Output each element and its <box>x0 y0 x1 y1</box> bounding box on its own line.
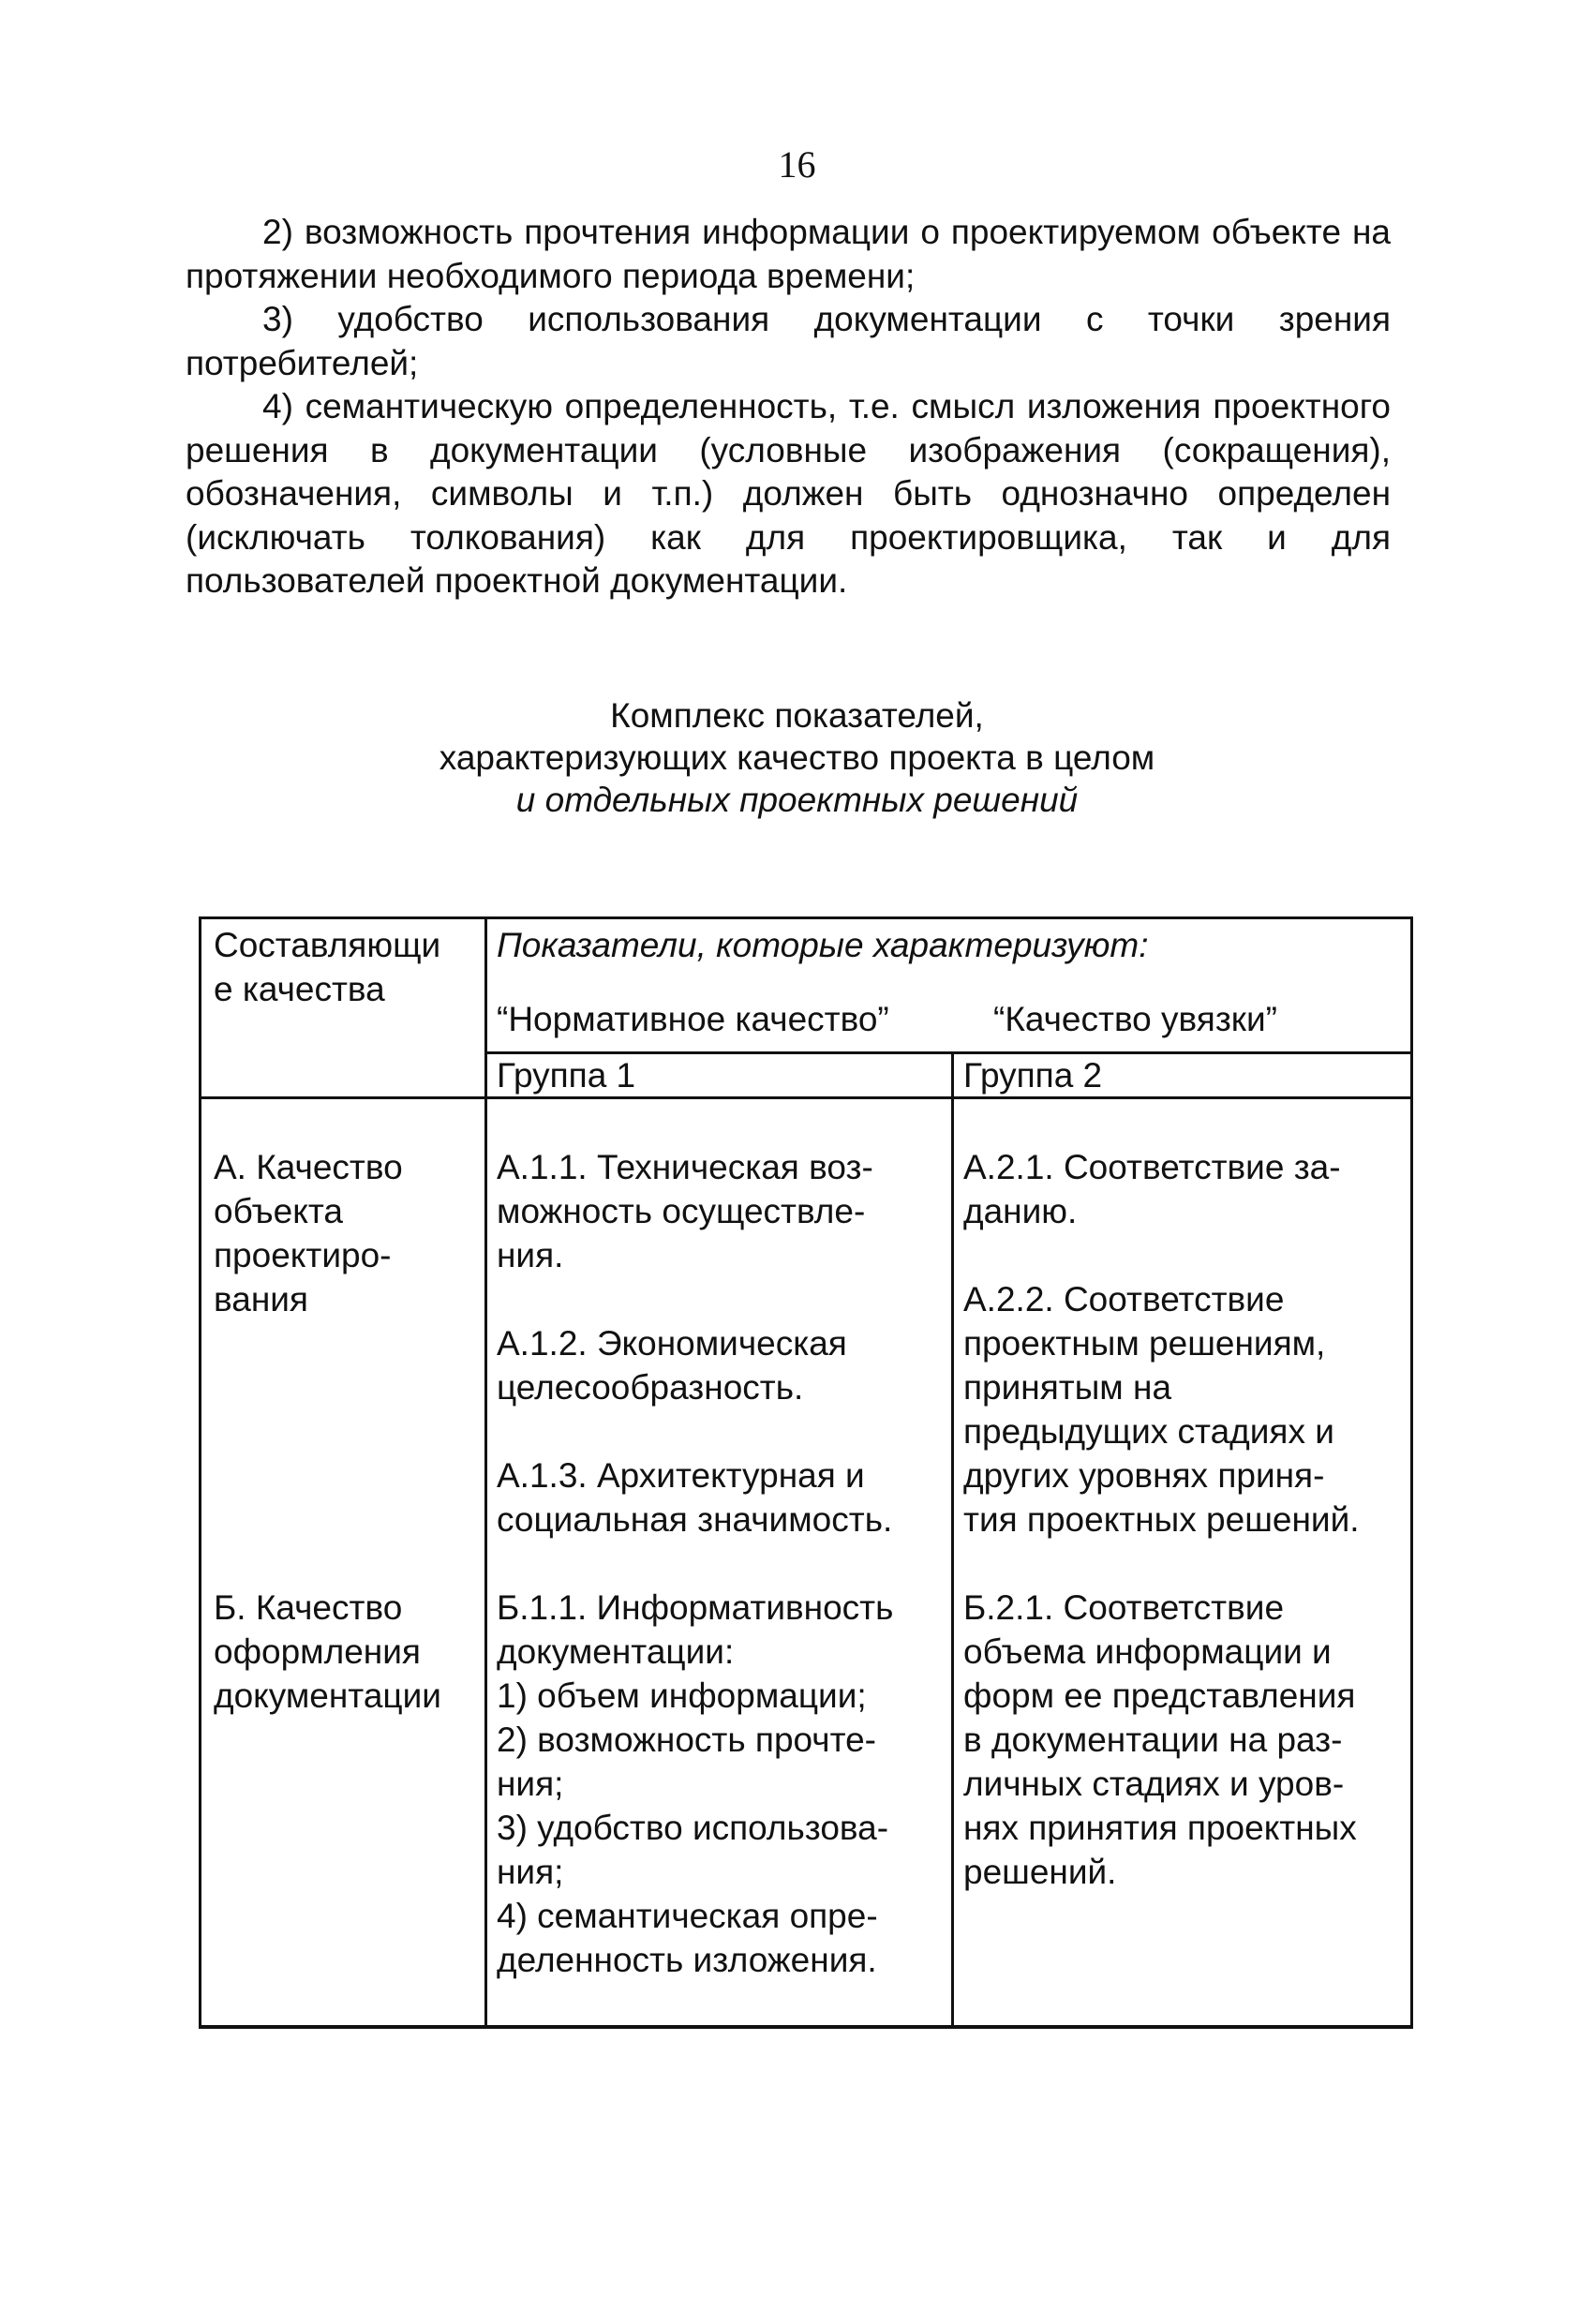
title-line: Комплекс показателей, <box>610 696 984 735</box>
title-line: характеризующих качество проекта в целом <box>439 738 1155 777</box>
column-divider <box>484 916 487 2029</box>
cell-line: личных стадиях и уров- <box>963 1765 1345 1803</box>
cell-line: форм ее представления <box>963 1676 1356 1715</box>
cell-line: принятым на <box>963 1368 1172 1407</box>
table-border-top <box>199 916 1413 919</box>
linkage-quality-header: “Качество увязки” <box>993 1000 1277 1038</box>
cell-line: предыдущих стадиях и <box>963 1412 1334 1451</box>
cell-line: деленность изложения. <box>497 1941 877 1979</box>
cell-line: ния; <box>497 1853 564 1891</box>
group-2-cell <box>963 1586 1357 1894</box>
group-2-cell <box>963 1145 1360 1542</box>
cell-line: объема информации и <box>963 1632 1332 1671</box>
page-number: 16 <box>778 143 816 186</box>
table-border-bottom <box>199 2025 1413 2029</box>
cell-line: других уровнях приня- <box>963 1456 1325 1495</box>
cell-line: ния; <box>497 1765 564 1803</box>
indicators-header: Показатели, которые характеризуют: <box>497 926 1149 964</box>
cell-line: Б. Качество <box>214 1588 403 1627</box>
cell-line: документации: <box>497 1632 735 1671</box>
component-cell <box>214 1145 403 1321</box>
cell-line: нях принятия проектных <box>963 1809 1357 1847</box>
cell-line: вания <box>214 1280 308 1318</box>
group-1-cell <box>497 1145 892 1542</box>
component-cell <box>214 1586 441 1718</box>
cell-line: можность осуществле- <box>497 1192 866 1230</box>
cell-line: А.1.1. Техническая воз- <box>497 1148 873 1186</box>
cell-line <box>497 1277 892 1321</box>
cell-line: 2) возможность прочте- <box>497 1721 876 1759</box>
group-1-cell <box>497 1586 893 1982</box>
cell-line: данию. <box>963 1192 1078 1230</box>
title-line: и отдельных проектных решений <box>515 781 1079 819</box>
cell-line: оформления <box>214 1632 421 1671</box>
row-divider <box>199 1096 1413 1099</box>
cell-line: 4) семантическая опре- <box>497 1897 878 1935</box>
cell-line <box>497 1409 892 1453</box>
cell-line: объекта <box>214 1192 343 1230</box>
cell-line: А.1.2. Экономическая <box>497 1324 847 1363</box>
cell-line: целесообразность. <box>497 1368 804 1407</box>
cell-line: ния. <box>497 1236 564 1274</box>
cell-line: А.1.3. Архитектурная и <box>497 1456 865 1495</box>
cell-line: проектным решениям, <box>963 1324 1326 1363</box>
cell-line: Б.2.1. Соответствие <box>963 1588 1285 1627</box>
header-line: е качества <box>214 970 385 1008</box>
normative-quality-header: “Нормативное качество” <box>497 1000 889 1038</box>
cell-line: тия проектных решений. <box>963 1500 1360 1539</box>
cell-line: А. Качество <box>214 1148 403 1186</box>
paragraph: 4) семантическую определенность, т.е. смысл изложения проектного решения в документации (условные изображения (сокращения), обозначения, символы и т.п.) должен быть однозначно определен (исключать толкования) как для проектировщика, так и для пользователей проектной документации. <box>186 387 1391 600</box>
group-1-header: Группа 1 <box>497 1056 636 1095</box>
column-divider <box>951 1052 954 2027</box>
cell-line: социальная значимость. <box>497 1500 893 1539</box>
component-header <box>214 923 440 1011</box>
header-line: Составляющи <box>214 926 441 964</box>
table-border-right <box>1410 916 1413 2029</box>
paragraph: 2) возможность прочтения информации о проектируемом объекте на протяжении необходимого периода времени; <box>186 213 1391 295</box>
cell-line: 3) удобство использова- <box>497 1809 889 1847</box>
group-2-header: Группа 2 <box>963 1056 1103 1095</box>
cell-line: в документации на раз- <box>963 1721 1343 1759</box>
cell-line: решений. <box>963 1853 1117 1891</box>
table-border-left <box>199 916 201 2029</box>
cell-line: Б.1.1. Информативность <box>497 1588 894 1627</box>
cell-line: А.2.2. Соответствие <box>963 1280 1285 1318</box>
cell-line: 1) объем информации; <box>497 1676 867 1715</box>
cell-line: документации <box>214 1676 441 1715</box>
cell-line: проектиро- <box>214 1236 392 1274</box>
cell-line: А.2.1. Соответствие за- <box>963 1148 1341 1186</box>
paragraph: 3) удобство использования документации с точки зрения потребителей; <box>186 300 1391 382</box>
cell-line <box>963 1233 1360 1277</box>
